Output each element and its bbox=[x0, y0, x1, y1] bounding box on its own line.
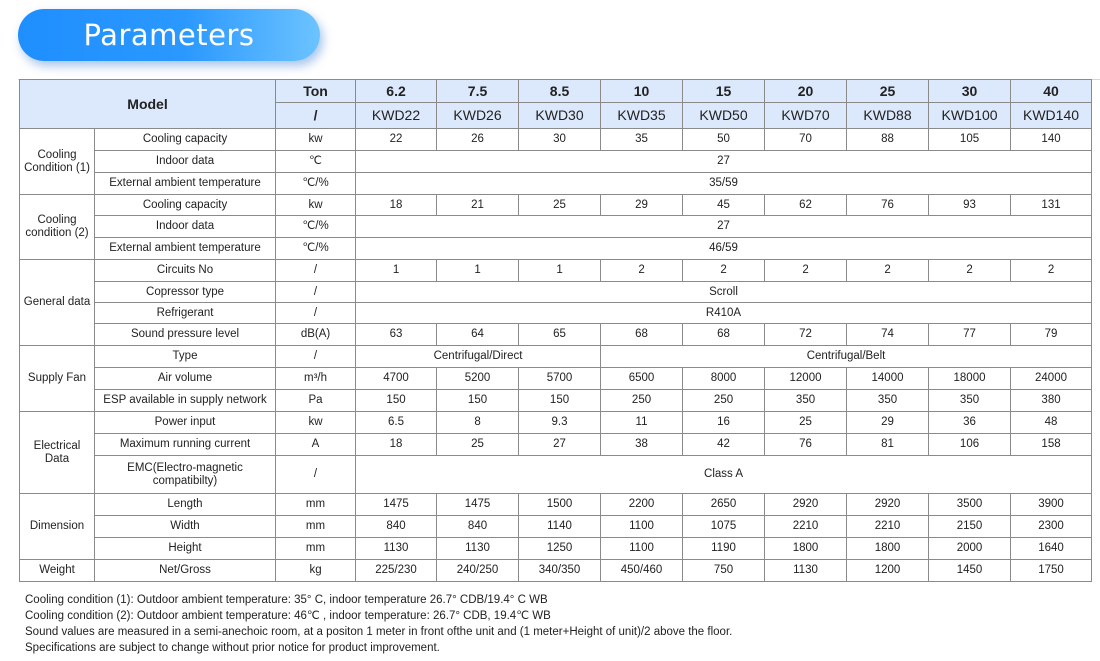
table-row bbox=[20, 324, 1092, 346]
table-row bbox=[20, 282, 1092, 303]
table-row bbox=[20, 216, 1092, 238]
table-row bbox=[20, 129, 1092, 151]
table-row bbox=[20, 494, 1092, 516]
param-name: Indoor data bbox=[95, 151, 276, 173]
cell-value: 88 bbox=[847, 129, 929, 151]
param-unit: ℃/% bbox=[276, 173, 356, 195]
param-name: Power input bbox=[95, 412, 276, 434]
cell-value: 150 bbox=[356, 390, 437, 412]
cell-value: 1640 bbox=[1011, 538, 1092, 560]
cell-value: 2300 bbox=[1011, 516, 1092, 538]
cell-value: 64 bbox=[437, 324, 519, 346]
ton-value: 8.5 bbox=[519, 80, 601, 103]
cell-value: 158 bbox=[1011, 434, 1092, 456]
table-row bbox=[20, 560, 1092, 582]
table-row bbox=[20, 368, 1092, 390]
model-name: KWD70 bbox=[765, 103, 847, 129]
cell-value: 1140 bbox=[519, 516, 601, 538]
ton-value: 10 bbox=[601, 80, 683, 103]
cell-value: 18 bbox=[356, 434, 437, 456]
table-row bbox=[20, 303, 1092, 324]
cell-value: 70 bbox=[765, 129, 847, 151]
cell-value-merged: Class A bbox=[356, 456, 1092, 494]
param-name: Cooling capacity bbox=[95, 129, 276, 151]
cell-value: 45 bbox=[683, 195, 765, 216]
cell-value: 25 bbox=[765, 412, 847, 434]
param-name: ESP available in supply network bbox=[95, 390, 276, 412]
cell-value: 81 bbox=[847, 434, 929, 456]
param-unit: kg bbox=[276, 560, 356, 582]
cell-value: 36 bbox=[929, 412, 1011, 434]
param-unit: / bbox=[276, 346, 356, 368]
cell-value: 350 bbox=[765, 390, 847, 412]
ton-value: 25 bbox=[847, 80, 929, 103]
cell-value: 63 bbox=[356, 324, 437, 346]
table-row bbox=[20, 260, 1092, 282]
cell-value: 2920 bbox=[765, 494, 847, 516]
cell-value: 2000 bbox=[929, 538, 1011, 560]
spec-table bbox=[19, 79, 1092, 582]
footnote: Cooling condition (1): Outdoor ambient temperature: 35° C, indoor temperature 26.7° CDB/19.4° C WB bbox=[25, 594, 548, 606]
cell-value: 1130 bbox=[356, 538, 437, 560]
param-unit: kw bbox=[276, 412, 356, 434]
cell-value: 29 bbox=[601, 195, 683, 216]
page-title: Parameters bbox=[83, 18, 255, 52]
cell-value: 250 bbox=[683, 390, 765, 412]
cell-value: 18 bbox=[356, 195, 437, 216]
cell-value: 3500 bbox=[929, 494, 1011, 516]
group-label-cooling2: Cooling condition (2) bbox=[20, 195, 95, 260]
group-label-weight: Weight bbox=[20, 560, 95, 582]
ton-value: 15 bbox=[683, 80, 765, 103]
param-name: Circuits No bbox=[95, 260, 276, 282]
cell-value: 1 bbox=[356, 260, 437, 282]
cell-value: 2210 bbox=[847, 516, 929, 538]
cell-value: 76 bbox=[847, 195, 929, 216]
ton-header: Ton bbox=[276, 80, 356, 103]
cell-value: 4700 bbox=[356, 368, 437, 390]
cell-value: 72 bbox=[765, 324, 847, 346]
group-label-dimension: Dimension bbox=[20, 494, 95, 560]
footnote: Specifications are subject to change without prior notice for product improvement. bbox=[25, 642, 440, 654]
cell-value: 2 bbox=[765, 260, 847, 282]
cell-value: 68 bbox=[683, 324, 765, 346]
cell-value: 21 bbox=[437, 195, 519, 216]
cell-value: 5200 bbox=[437, 368, 519, 390]
param-unit: Pa bbox=[276, 390, 356, 412]
cell-value: 1 bbox=[437, 260, 519, 282]
table-row bbox=[20, 434, 1092, 456]
cell-value: 93 bbox=[929, 195, 1011, 216]
table-row bbox=[20, 195, 1092, 216]
param-name: Refrigerant bbox=[95, 303, 276, 324]
cell-value: 1800 bbox=[847, 538, 929, 560]
cell-value: 1475 bbox=[437, 494, 519, 516]
param-unit: mm bbox=[276, 516, 356, 538]
cell-value: 2200 bbox=[601, 494, 683, 516]
cell-value: 1130 bbox=[437, 538, 519, 560]
model-name: KWD35 bbox=[601, 103, 683, 129]
cell-value: 1200 bbox=[847, 560, 929, 582]
group-label-fan: Supply Fan bbox=[20, 346, 95, 412]
cell-value: 340/350 bbox=[519, 560, 601, 582]
cell-value: 131 bbox=[1011, 195, 1092, 216]
model-name: KWD30 bbox=[519, 103, 601, 129]
cell-value: 25 bbox=[437, 434, 519, 456]
param-name: EMC(Electro-magnetic compatibilty) bbox=[95, 456, 276, 494]
cell-value: 48 bbox=[1011, 412, 1092, 434]
param-name: Copressor type bbox=[95, 282, 276, 303]
cell-value: 1475 bbox=[356, 494, 437, 516]
ton-value: 20 bbox=[765, 80, 847, 103]
cell-value: 1100 bbox=[601, 516, 683, 538]
cell-value: 1190 bbox=[683, 538, 765, 560]
cell-value: 30 bbox=[519, 129, 601, 151]
cell-value-merged: 35/59 bbox=[356, 173, 1092, 195]
cell-value: 6500 bbox=[601, 368, 683, 390]
model-name: KWD50 bbox=[683, 103, 765, 129]
cell-value: 1800 bbox=[765, 538, 847, 560]
param-unit: kw bbox=[276, 195, 356, 216]
cell-value: 150 bbox=[519, 390, 601, 412]
cell-value: 42 bbox=[683, 434, 765, 456]
cell-value: 225/230 bbox=[356, 560, 437, 582]
cell-value-merged: 27 bbox=[356, 216, 1092, 238]
table-row bbox=[20, 412, 1092, 434]
model-header: Model bbox=[20, 80, 276, 129]
footnote: Sound values are measured in a semi-anechoic room, at a positon 1 meter in front ofthe unit and (1 meter+Height of unit)/2 above the floor. bbox=[25, 626, 733, 638]
group-label-electrical: Electrical Data bbox=[20, 412, 95, 494]
param-name: Indoor data bbox=[95, 216, 276, 238]
cell-value: 105 bbox=[929, 129, 1011, 151]
cell-value: 12000 bbox=[765, 368, 847, 390]
cell-value: 106 bbox=[929, 434, 1011, 456]
table-row bbox=[20, 238, 1092, 260]
param-unit: ℃ bbox=[276, 151, 356, 173]
param-unit: / bbox=[276, 303, 356, 324]
cell-value: 18000 bbox=[929, 368, 1011, 390]
cell-value: 2 bbox=[683, 260, 765, 282]
cell-value: 65 bbox=[519, 324, 601, 346]
cell-value: 2650 bbox=[683, 494, 765, 516]
cell-value: 3900 bbox=[1011, 494, 1092, 516]
model-name: KWD88 bbox=[847, 103, 929, 129]
cell-value: 9.3 bbox=[519, 412, 601, 434]
param-name: Maximum running current bbox=[95, 434, 276, 456]
cell-value: 6.5 bbox=[356, 412, 437, 434]
cell-value: 2150 bbox=[929, 516, 1011, 538]
param-unit: / bbox=[276, 456, 356, 494]
cell-value: 2210 bbox=[765, 516, 847, 538]
cell-value: 14000 bbox=[847, 368, 929, 390]
cell-value: 8000 bbox=[683, 368, 765, 390]
param-unit: ℃/% bbox=[276, 216, 356, 238]
cell-value: 25 bbox=[519, 195, 601, 216]
param-name: Sound pressure level bbox=[95, 324, 276, 346]
cell-value: 2 bbox=[601, 260, 683, 282]
parameters-banner bbox=[18, 9, 320, 61]
param-unit: A bbox=[276, 434, 356, 456]
cell-value: 26 bbox=[437, 129, 519, 151]
model-slash: / bbox=[276, 103, 356, 129]
table-row bbox=[20, 346, 1092, 368]
cell-value: 2 bbox=[847, 260, 929, 282]
group-label-cooling1: Cooling Condition (1) bbox=[20, 129, 95, 195]
cell-value: 1100 bbox=[601, 538, 683, 560]
cell-value: 74 bbox=[847, 324, 929, 346]
cell-value: 62 bbox=[765, 195, 847, 216]
cell-value: 250 bbox=[601, 390, 683, 412]
cell-value-merged: R410A bbox=[356, 303, 1092, 324]
cell-value: 150 bbox=[437, 390, 519, 412]
cell-value-merged: Centrifugal/Belt bbox=[601, 346, 1092, 368]
cell-value: 350 bbox=[847, 390, 929, 412]
cell-value: 840 bbox=[356, 516, 437, 538]
cell-value: 38 bbox=[601, 434, 683, 456]
cell-value: 750 bbox=[683, 560, 765, 582]
param-name: Type bbox=[95, 346, 276, 368]
cell-value: 2920 bbox=[847, 494, 929, 516]
cell-value: 22 bbox=[356, 129, 437, 151]
param-unit: kw bbox=[276, 129, 356, 151]
ton-row bbox=[20, 80, 1092, 103]
cell-value: 16 bbox=[683, 412, 765, 434]
param-name: Cooling capacity bbox=[95, 195, 276, 216]
param-unit: m³/h bbox=[276, 368, 356, 390]
cell-value: 380 bbox=[1011, 390, 1092, 412]
cell-value: 1450 bbox=[929, 560, 1011, 582]
cell-value: 1075 bbox=[683, 516, 765, 538]
cell-value-merged: 46/59 bbox=[356, 238, 1092, 260]
cell-value: 450/460 bbox=[601, 560, 683, 582]
cell-value: 79 bbox=[1011, 324, 1092, 346]
table-row bbox=[20, 390, 1092, 412]
cell-value: 2 bbox=[1011, 260, 1092, 282]
cell-value: 50 bbox=[683, 129, 765, 151]
param-name: External ambient temperature bbox=[95, 173, 276, 195]
cell-value: 350 bbox=[929, 390, 1011, 412]
param-unit: / bbox=[276, 282, 356, 303]
param-name: External ambient temperature bbox=[95, 238, 276, 260]
model-name: KWD140 bbox=[1011, 103, 1092, 129]
cell-value: 77 bbox=[929, 324, 1011, 346]
cell-value-merged: Centrifugal/Direct bbox=[356, 346, 601, 368]
model-name: KWD26 bbox=[437, 103, 519, 129]
cell-value: 140 bbox=[1011, 129, 1092, 151]
param-unit: mm bbox=[276, 538, 356, 560]
cell-value: 27 bbox=[519, 434, 601, 456]
param-name: Air volume bbox=[95, 368, 276, 390]
cell-value: 1130 bbox=[765, 560, 847, 582]
cell-value: 5700 bbox=[519, 368, 601, 390]
model-name: KWD22 bbox=[356, 103, 437, 129]
param-unit: / bbox=[276, 260, 356, 282]
param-name: Width bbox=[95, 516, 276, 538]
cell-value: 8 bbox=[437, 412, 519, 434]
cell-value: 1750 bbox=[1011, 560, 1092, 582]
param-unit: mm bbox=[276, 494, 356, 516]
footnote: Cooling condition (2): Outdoor ambient temperature: 46℃ , indoor temperature: 26.7° CDB, 19.4℃ WB bbox=[25, 610, 551, 622]
cell-value: 68 bbox=[601, 324, 683, 346]
table-row bbox=[20, 151, 1092, 173]
table-row bbox=[20, 516, 1092, 538]
cell-value: 840 bbox=[437, 516, 519, 538]
table-row bbox=[20, 456, 1092, 494]
cell-value: 24000 bbox=[1011, 368, 1092, 390]
model-name: KWD100 bbox=[929, 103, 1011, 129]
cell-value: 35 bbox=[601, 129, 683, 151]
param-name: Height bbox=[95, 538, 276, 560]
table-row bbox=[20, 173, 1092, 195]
group-label-general: General data bbox=[20, 260, 95, 346]
table-row bbox=[20, 538, 1092, 560]
param-name: Length bbox=[95, 494, 276, 516]
cell-value: 76 bbox=[765, 434, 847, 456]
param-name: Net/Gross bbox=[95, 560, 276, 582]
cell-value: 1500 bbox=[519, 494, 601, 516]
ton-value: 40 bbox=[1011, 80, 1092, 103]
cell-value: 2 bbox=[929, 260, 1011, 282]
cell-value: 1 bbox=[519, 260, 601, 282]
ton-value: 6.2 bbox=[356, 80, 437, 103]
cell-value-merged: 27 bbox=[356, 151, 1092, 173]
cell-value: 11 bbox=[601, 412, 683, 434]
cell-value: 29 bbox=[847, 412, 929, 434]
cell-value: 240/250 bbox=[437, 560, 519, 582]
param-unit: ℃/% bbox=[276, 238, 356, 260]
cell-value: 1250 bbox=[519, 538, 601, 560]
footnotes bbox=[25, 592, 732, 656]
ton-value: 7.5 bbox=[437, 80, 519, 103]
ton-value: 30 bbox=[929, 80, 1011, 103]
param-unit: dB(A) bbox=[276, 324, 356, 346]
cell-value-merged: Scroll bbox=[356, 282, 1092, 303]
